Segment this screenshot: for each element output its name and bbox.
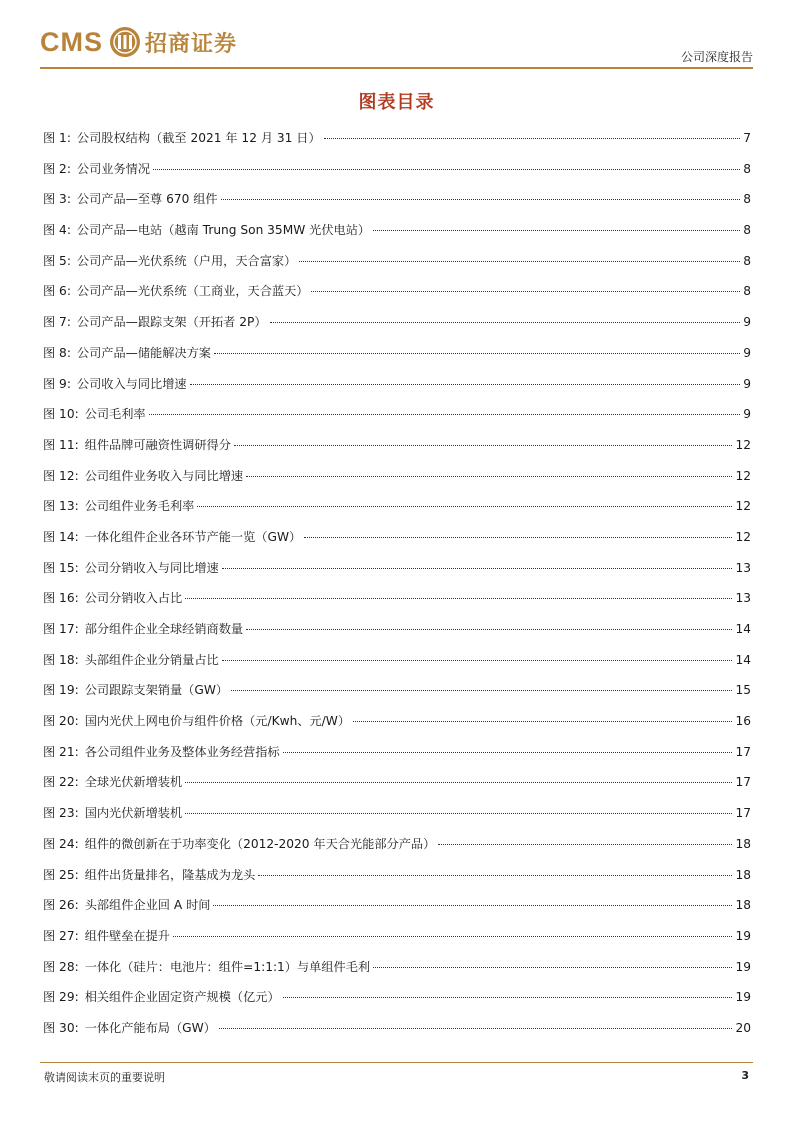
toc-leader-dots <box>270 322 741 323</box>
toc-entry-label: 图 27: <box>43 928 79 943</box>
toc-leader-dots <box>214 353 740 354</box>
toc-entry-text: 公司分销收入占比 <box>84 591 183 606</box>
toc-entry[interactable] <box>43 467 751 498</box>
toc-entry-text: 头部组件企业回 A 时间 <box>84 898 211 913</box>
toc-entry-label: 图 7: <box>43 315 71 330</box>
toc-entry[interactable] <box>43 528 751 559</box>
toc-entry-text: 国内光伏上网电价与组件价格（元/Kwh、元/W） <box>84 714 351 729</box>
toc-entry-label: 图 16: <box>43 591 79 606</box>
toc-entry[interactable] <box>43 129 751 160</box>
toc-entry-text: 公司分销收入与同比增速 <box>84 560 219 575</box>
toc-entry-page: 20 <box>735 1020 751 1035</box>
toc-entry-label: 图 13: <box>43 499 79 514</box>
toc-leader-dots <box>190 384 741 385</box>
footer-page-number: 3 <box>741 1069 749 1082</box>
toc-entry-text: 公司收入与同比增速 <box>76 376 187 391</box>
toc-entry-page: 9 <box>743 315 751 330</box>
footer-notice: 敬请阅读末页的重要说明 <box>44 1071 165 1084</box>
toc-leader-dots <box>283 752 733 753</box>
toc-entry-label: 图 2: <box>43 161 71 176</box>
toc-entry-page: 8 <box>743 161 751 176</box>
toc-entry-text: 公司跟踪支架销量（GW） <box>84 683 229 698</box>
toc-leader-dots <box>149 414 741 415</box>
toc-entry-text: 公司产品—电站（越南 Trung Son 35MW 光伏电站） <box>76 223 371 238</box>
toc-entry-label: 图 26: <box>43 898 79 913</box>
toc-entry-page: 7 <box>743 131 751 145</box>
toc-leader-dots <box>283 997 733 998</box>
toc-entry-text: 组件出货量排名，隆基成为龙头 <box>84 867 256 882</box>
toc-entry[interactable] <box>43 589 751 620</box>
toc-leader-dots <box>221 199 741 200</box>
company-logo <box>40 26 237 58</box>
toc-entry-text: 各公司组件业务及整体业务经营指标 <box>84 744 280 759</box>
toc-entry[interactable] <box>43 497 751 528</box>
toc-entry[interactable] <box>43 866 751 897</box>
logo-cn-text: 招商证券 <box>145 30 238 57</box>
logo-en-text: CMS <box>40 26 103 57</box>
toc-entry-page: 8 <box>743 253 751 268</box>
toc-entry-page: 8 <box>743 223 751 238</box>
toc-entry-label: 图 29: <box>43 990 79 1005</box>
toc-entry-page: 18 <box>735 898 751 913</box>
toc-entry-label: 图 12: <box>43 468 79 483</box>
toc-leader-dots <box>222 568 733 569</box>
toc-entry-label: 图 14: <box>43 529 79 544</box>
toc-entry-text: 公司产品—至尊 670 组件 <box>76 192 218 207</box>
toc-entry-text: 公司产品—跟踪支架（开拓者 2P） <box>76 315 267 330</box>
toc-entry-page: 9 <box>743 407 751 422</box>
toc-entry-label: 图 23: <box>43 806 79 821</box>
toc-leader-dots <box>234 445 733 446</box>
toc-entry[interactable] <box>43 313 751 344</box>
toc-entry[interactable] <box>43 927 751 958</box>
toc-entry-label: 图 25: <box>43 867 79 882</box>
toc-leader-dots <box>222 660 733 661</box>
toc-entry[interactable] <box>43 282 751 313</box>
toc-entry[interactable] <box>43 958 751 989</box>
toc-title: 图表目录 <box>358 92 435 113</box>
toc-entry-text: 部分组件企业全球经销商数量 <box>84 622 244 636</box>
page-header <box>40 22 753 66</box>
toc-entry-text: 相关组件企业固定资产规模（亿元） <box>84 990 280 1005</box>
toc-entry-page: 12 <box>735 437 751 452</box>
toc-leader-dots <box>299 261 740 262</box>
toc-entry[interactable] <box>43 620 751 651</box>
report-type: 公司深度报告 <box>680 50 753 64</box>
toc-entry-label: 图 28: <box>43 959 79 974</box>
footer-divider <box>40 1062 753 1063</box>
toc-entry-label: 图 21: <box>43 744 79 759</box>
toc-entry-page: 17 <box>735 744 751 759</box>
toc-entry-page: 13 <box>735 591 751 606</box>
toc-entry-label: 图 17: <box>43 622 79 636</box>
toc-entry-label: 图 22: <box>43 775 79 790</box>
toc-leader-dots <box>373 230 740 231</box>
toc-entry-text: 公司组件业务收入与同比增速 <box>84 468 244 483</box>
toc-entry-label: 图 1: <box>43 131 71 145</box>
toc-entry[interactable] <box>43 835 751 866</box>
toc-entry-page: 8 <box>743 284 751 299</box>
toc-entry-label: 图 5: <box>43 253 71 268</box>
toc-entry[interactable] <box>43 651 751 682</box>
toc-entry[interactable] <box>43 436 751 467</box>
toc-entry-label: 图 18: <box>43 652 79 667</box>
toc-leader-dots <box>197 506 732 507</box>
toc-entry-label: 图 4: <box>43 223 71 238</box>
toc-entry-text: 公司产品—储能解决方案 <box>76 345 211 360</box>
toc-entry-page: 17 <box>735 806 751 821</box>
toc-entry-label: 图 24: <box>43 836 79 851</box>
toc-entry-page: 16 <box>735 714 751 729</box>
toc-entry-page: 9 <box>743 376 751 391</box>
toc-entry-page: 15 <box>735 683 751 698</box>
toc-leader-dots <box>219 1028 733 1029</box>
toc-entry-label: 图 3: <box>43 192 71 207</box>
toc-entry[interactable] <box>43 559 751 590</box>
toc-entry-label: 图 20: <box>43 714 79 729</box>
toc-entry-text: 一体化产能布局（GW） <box>84 1020 216 1035</box>
toc-entry[interactable] <box>43 804 751 835</box>
toc-leader-dots <box>258 875 732 876</box>
toc-leader-dots <box>324 138 741 139</box>
toc-entry-label: 图 19: <box>43 683 79 698</box>
toc-entry[interactable] <box>43 405 751 436</box>
toc-leader-dots <box>353 721 732 722</box>
toc-entry[interactable] <box>43 375 751 406</box>
toc-entry[interactable] <box>43 221 751 252</box>
toc-entry-label: 图 9: <box>43 376 71 391</box>
toc-entry-page: 12 <box>735 499 751 514</box>
toc-list <box>43 129 751 1050</box>
toc-entry-page: 13 <box>735 560 751 575</box>
toc-entry-text: 公司产品—光伏系统（工商业，天合蓝天） <box>76 284 309 299</box>
toc-entry-page: 19 <box>735 928 751 943</box>
toc-leader-dots <box>185 813 732 814</box>
toc-entry-label: 图 30: <box>43 1020 79 1035</box>
toc-leader-dots <box>213 905 732 906</box>
toc-leader-dots <box>185 598 732 599</box>
toc-entry-text: 组件壁垒在提升 <box>84 928 170 943</box>
toc-entry[interactable] <box>43 773 751 804</box>
toc-entry[interactable] <box>43 190 751 221</box>
toc-entry-page: 14 <box>735 652 751 667</box>
toc-entry[interactable] <box>43 743 751 774</box>
logo-emblem-icon <box>109 26 141 58</box>
toc-entry-text: 公司业务情况 <box>76 161 151 176</box>
toc-entry-text: 一体化（硅片：电池片：组件=1:1:1）与单组件毛利 <box>84 959 371 974</box>
toc-entry[interactable] <box>43 344 751 375</box>
toc-entry-page: 9 <box>743 345 751 360</box>
toc-entry-text: 公司股权结构（截至 2021 年 12 月 31 日） <box>76 131 321 145</box>
toc-entry-label: 图 8: <box>43 345 71 360</box>
toc-leader-dots <box>304 537 732 538</box>
toc-leader-dots <box>185 782 732 783</box>
toc-entry-page: 12 <box>735 468 751 483</box>
toc-entry-label: 图 11: <box>43 437 79 452</box>
toc-entry-label: 图 10: <box>43 407 79 422</box>
toc-leader-dots <box>373 967 732 968</box>
toc-leader-dots <box>173 936 732 937</box>
toc-entry-text: 全球光伏新增装机 <box>84 775 183 790</box>
toc-entry[interactable] <box>43 896 751 927</box>
toc-entry-page: 18 <box>735 836 751 851</box>
toc-entry[interactable] <box>43 160 751 191</box>
toc-entry-page: 17 <box>735 775 751 790</box>
toc-leader-dots <box>231 690 732 691</box>
toc-entry[interactable] <box>43 252 751 283</box>
toc-entry-text: 头部组件企业分销量占比 <box>84 652 219 667</box>
toc-leader-dots <box>153 169 740 170</box>
toc-entry-label: 图 6: <box>43 284 71 299</box>
toc-leader-dots <box>246 629 732 630</box>
toc-leader-dots <box>438 844 732 845</box>
toc-entry[interactable] <box>43 988 751 1019</box>
toc-entry-page: 19 <box>735 959 751 974</box>
toc-entry-text: 组件的微创新在于功率变化（2012-2020 年天合光能部分产品） <box>84 836 436 851</box>
toc-entry-page: 19 <box>735 990 751 1005</box>
toc-entry-page: 14 <box>735 622 751 636</box>
toc-entry-page: 18 <box>735 867 751 882</box>
toc-entry-text: 公司产品—光伏系统（户用，天合富家） <box>76 253 297 268</box>
toc-leader-dots <box>246 476 732 477</box>
toc-entry-text: 公司组件业务毛利率 <box>84 499 195 514</box>
toc-entry-page: 12 <box>735 529 751 544</box>
toc-leader-dots <box>311 291 740 292</box>
toc-entry[interactable] <box>43 1019 751 1050</box>
toc-entry-text: 国内光伏新增装机 <box>84 806 183 821</box>
toc-entry[interactable] <box>43 712 751 743</box>
header-divider <box>40 67 753 69</box>
toc-entry-text: 公司毛利率 <box>84 407 146 422</box>
toc-entry-page: 8 <box>743 192 751 207</box>
toc-entry-text: 组件品牌可融资性调研得分 <box>84 437 231 452</box>
toc-entry[interactable] <box>43 681 751 712</box>
toc-entry-label: 图 15: <box>43 560 79 575</box>
toc-entry-text: 一体化组件企业各环节产能一览（GW） <box>84 529 302 544</box>
